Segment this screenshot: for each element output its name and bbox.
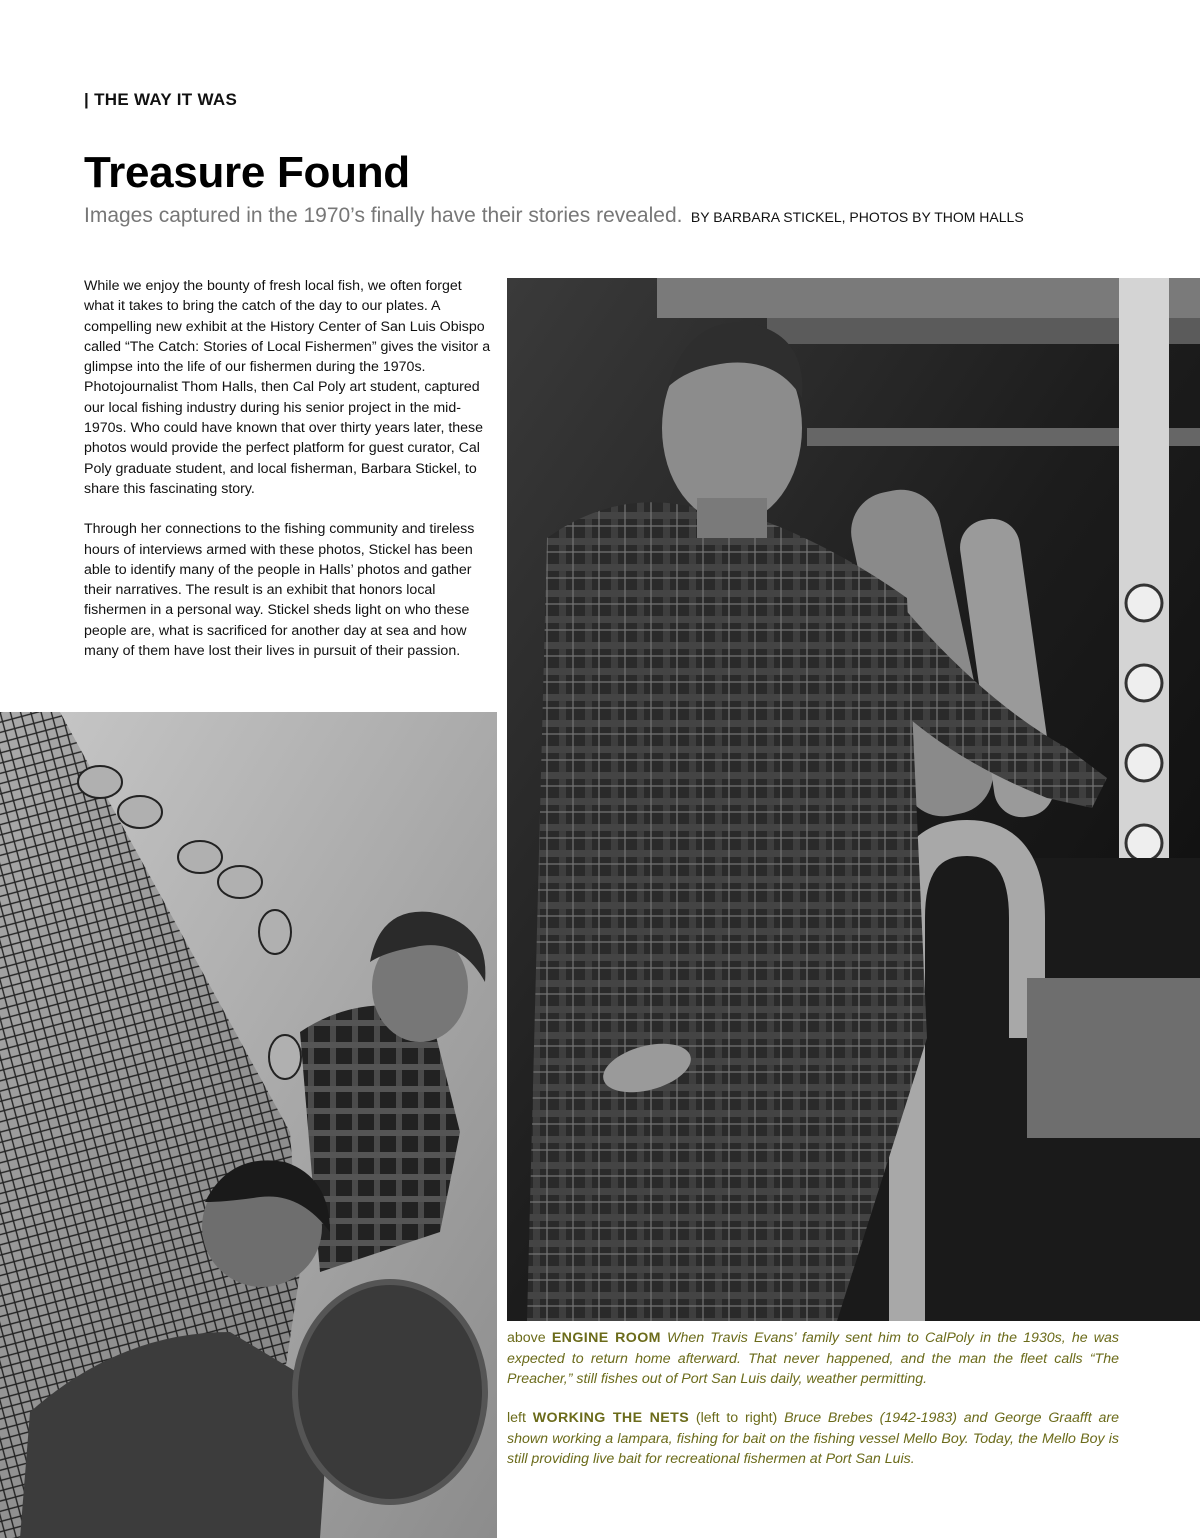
caption-text: Bruce Brebes (1942-1983) and George Graafft are shown working a lampara, fishing for bait on the fishing vessel Mello Boy. Today, the Mello Boy is still providing live bait for recreational fishermen at Port San Luis.	[507, 1410, 1119, 1467]
article-title: Treasure Found	[84, 148, 410, 197]
engine-room-photo	[507, 278, 1200, 1321]
caption-title: ENGINE ROOM	[551, 1330, 661, 1346]
working-nets-photo	[0, 712, 497, 1538]
caption-paren: (left to right)	[695, 1410, 778, 1426]
body-paragraph: Through her connections to the fishing community and tireless hours of interviews armed with these photos, Stickel has been able to identify many of the people in Halls’ photos and gather their narratives. The result is an exhibit that honors local fishermen in a personal way. Stickel sheds light on who these people are, what is sacrificed for another day at sea and how many of them have lost their lives in pursuit of their passion.	[84, 521, 475, 660]
article-byline: BY BARBARA STICKEL, PHOTOS BY THOM HALLS	[690, 209, 1024, 225]
body-paragraph: While we enjoy the bounty of fresh local fish, we often forget what it takes to bring the catch of the day to our plates. A compelling new exhibit at the History Center of San Luis Obispo called “The Catch: Stories of Local Fishermen” gives the visitor a glimpse into the life of our fishermen during the 1970s. Photojournalist Thom Halls, then Cal Poly art student, captured our local fishing industry during his senior project in the mid-1970s. Who could have known that over thirty years later, these photos would provide the perfect platform for guest curator, Cal Poly graduate student, and local fisherman, Barbara Stickel, to share this fascinating story.	[84, 278, 491, 497]
article-deck	[84, 204, 1184, 228]
caption-position: left	[507, 1410, 526, 1426]
article-subtitle: Images captured in the 1970’s finally have their stories revealed.	[84, 204, 683, 227]
article-body	[84, 276, 494, 681]
caption-title: WORKING THE NETS	[532, 1410, 690, 1426]
engine-room-caption	[507, 1328, 1119, 1390]
caption-text: When Travis Evans’ family sent him to CalPoly in the 1930s, he was expected to return home afterward. That never happened, and the man the fleet calls “The Preacher,” still fishes out of Port San Luis daily, weather permitting.	[507, 1330, 1119, 1387]
nets-caption-block	[507, 1408, 1119, 1470]
caption-position: above	[507, 1330, 546, 1346]
section-label: | THE WAY IT WAS	[84, 90, 238, 109]
